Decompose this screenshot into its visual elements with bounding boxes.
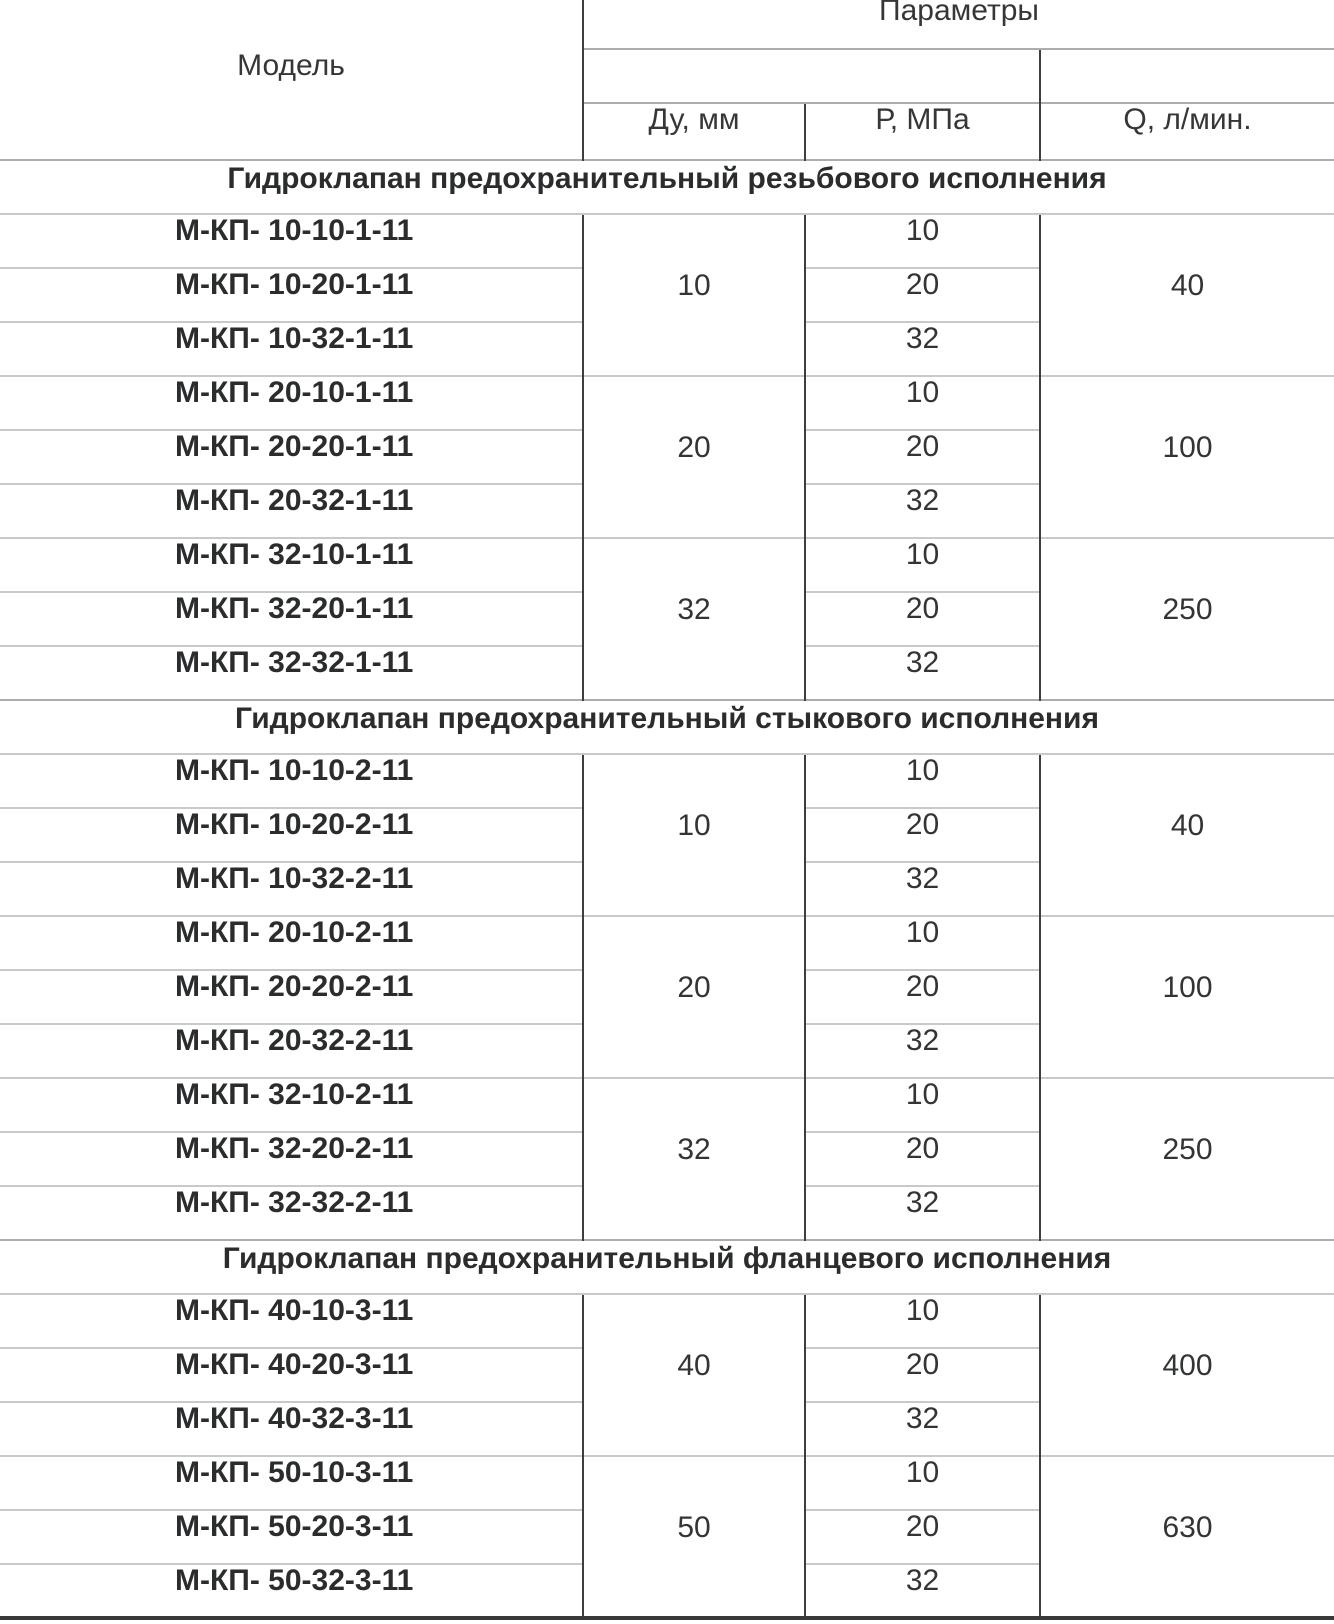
- model-cell: М-КП- 40-10-3-11: [0, 1294, 583, 1348]
- p-cell: 20: [805, 970, 1040, 1024]
- section-title-row: [0, 1240, 1334, 1294]
- p-cell: 32: [805, 1564, 1040, 1618]
- section-title: Гидроклапан предохранительный резьбового исполнения: [0, 160, 1334, 214]
- p-cell: 32: [805, 1402, 1040, 1456]
- model-cell: М-КП- 32-10-1-11: [0, 538, 583, 592]
- du-cell: 32: [583, 1078, 805, 1240]
- model-cell: М-КП- 40-20-3-11: [0, 1348, 583, 1402]
- p-cell: 20: [805, 268, 1040, 322]
- p-cell: 10: [805, 1078, 1040, 1132]
- du-cell: 20: [583, 916, 805, 1078]
- p-cell: 10: [805, 1294, 1040, 1348]
- model-cell: М-КП- 10-32-1-11: [0, 322, 583, 376]
- model-cell: М-КП- 32-10-2-11: [0, 1078, 583, 1132]
- model-cell: М-КП- 40-32-3-11: [0, 1402, 583, 1456]
- q-cell: 250: [1040, 538, 1334, 700]
- table-row: [0, 1078, 1334, 1132]
- p-cell: 32: [805, 646, 1040, 700]
- model-cell: М-КП- 10-10-2-11: [0, 754, 583, 808]
- du-cell: 20: [583, 376, 805, 538]
- model-cell: М-КП- 10-10-1-11: [0, 214, 583, 268]
- p-cell: 10: [805, 754, 1040, 808]
- q-cell: 250: [1040, 1078, 1334, 1240]
- du-cell: 10: [583, 214, 805, 376]
- p-column-header: Р, МПа: [805, 103, 1040, 160]
- p-cell: 10: [805, 916, 1040, 970]
- p-cell: 32: [805, 322, 1040, 376]
- q-cell: 100: [1040, 376, 1334, 538]
- du-cell: 50: [583, 1456, 805, 1618]
- table-row: [0, 916, 1334, 970]
- section-title-row: [0, 160, 1334, 214]
- model-cell: М-КП- 20-10-1-11: [0, 376, 583, 430]
- q-column-header: Q, л/мин.: [1040, 103, 1334, 160]
- empty-header-cell: [1040, 49, 1334, 103]
- p-cell: 32: [805, 484, 1040, 538]
- model-cell: М-КП- 50-32-3-11: [0, 1564, 583, 1618]
- p-cell: 32: [805, 1186, 1040, 1240]
- q-cell: 630: [1040, 1456, 1334, 1618]
- du-cell: 40: [583, 1294, 805, 1456]
- model-cell: М-КП- 10-20-2-11: [0, 808, 583, 862]
- section-title: Гидроклапан предохранительный стыкового исполнения: [0, 700, 1334, 754]
- table-row: [0, 1456, 1334, 1510]
- model-cell: М-КП- 20-32-2-11: [0, 1024, 583, 1078]
- model-cell: М-КП- 10-32-2-11: [0, 862, 583, 916]
- q-cell: 100: [1040, 916, 1334, 1078]
- p-cell: 32: [805, 862, 1040, 916]
- model-cell: М-КП- 20-20-2-11: [0, 970, 583, 1024]
- model-cell: М-КП- 20-20-1-11: [0, 430, 583, 484]
- model-cell: М-КП- 10-20-1-11: [0, 268, 583, 322]
- table-row: [0, 376, 1334, 430]
- empty-header-cell: [583, 49, 1040, 103]
- q-cell: 40: [1040, 214, 1334, 376]
- p-cell: 32: [805, 1024, 1040, 1078]
- du-cell: 32: [583, 538, 805, 700]
- du-cell: 10: [583, 754, 805, 916]
- p-cell: 10: [805, 376, 1040, 430]
- model-column-header: Модель: [237, 49, 345, 82]
- q-cell: 400: [1040, 1294, 1334, 1456]
- table-row: [0, 214, 1334, 268]
- table-row: [0, 538, 1334, 592]
- p-cell: 20: [805, 1510, 1040, 1564]
- p-cell: 10: [805, 538, 1040, 592]
- q-cell: 40: [1040, 754, 1334, 916]
- du-column-header: Ду, мм: [583, 103, 805, 160]
- model-cell: М-КП- 50-20-3-11: [0, 1510, 583, 1564]
- p-cell: 20: [805, 1132, 1040, 1186]
- model-cell: М-КП- 32-20-1-11: [0, 592, 583, 646]
- model-cell: М-КП- 20-32-1-11: [0, 484, 583, 538]
- section-title: Гидроклапан предохранительный фланцевого исполнения: [0, 1240, 1334, 1294]
- table-row: [0, 754, 1334, 808]
- p-cell: 10: [805, 1456, 1040, 1510]
- model-cell: М-КП- 32-20-2-11: [0, 1132, 583, 1186]
- header-row-parameters: [0, 0, 1334, 49]
- model-cell: М-КП- 20-10-2-11: [0, 916, 583, 970]
- parameters-header: Параметры: [583, 0, 1334, 49]
- section-title-row: [0, 700, 1334, 754]
- table-row: [0, 1294, 1334, 1348]
- model-cell: М-КП- 32-32-1-11: [0, 646, 583, 700]
- p-cell: 20: [805, 430, 1040, 484]
- p-cell: 10: [805, 214, 1040, 268]
- model-cell: М-КП- 32-32-2-11: [0, 1186, 583, 1240]
- p-cell: 20: [805, 808, 1040, 862]
- p-cell: 20: [805, 592, 1040, 646]
- model-cell: М-КП- 50-10-3-11: [0, 1456, 583, 1510]
- p-cell: 20: [805, 1348, 1040, 1402]
